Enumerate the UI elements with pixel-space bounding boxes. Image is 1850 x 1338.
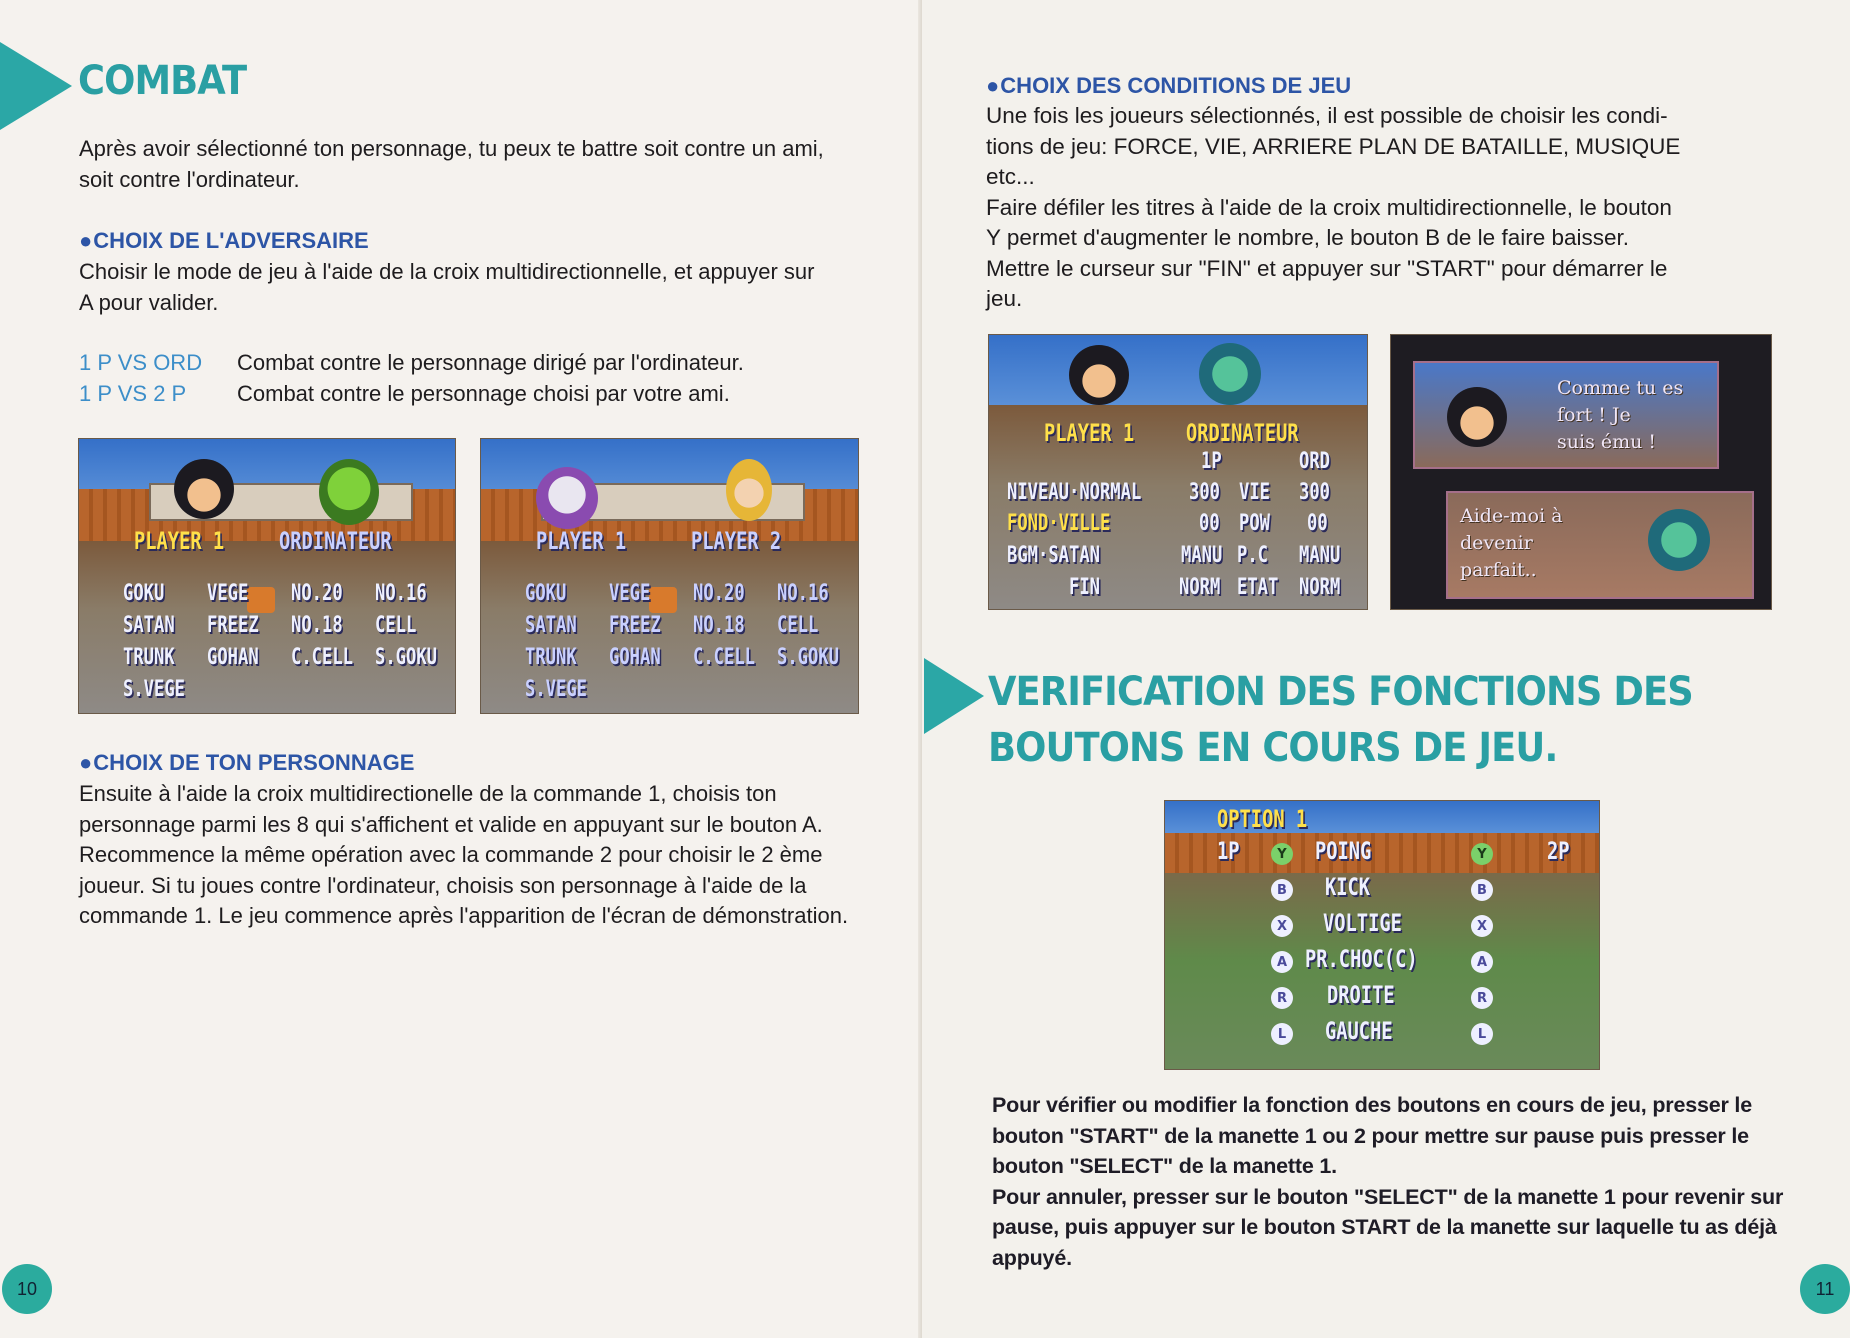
char-cell: NO.18 [693, 613, 745, 638]
piccolo-sprite-icon [319, 459, 379, 525]
page-number-left: 10 [2, 1264, 52, 1314]
char-cell: NO.20 [291, 581, 343, 606]
combat-intro: Après avoir sélectionné ton personnage, tu peux te battre soit contre un ami, soit contre l'ordinateur. [79, 136, 824, 192]
char-cell: NO.16 [375, 581, 427, 606]
screen-opponent-label: ORDINATEUR [279, 527, 392, 555]
b-button-icon: B [1471, 879, 1493, 901]
a-button-icon: A [1271, 951, 1293, 973]
option-value: NORM [1299, 575, 1341, 600]
x-button-icon: X [1271, 915, 1293, 937]
dialog-box-top [1413, 361, 1719, 469]
char-cell: S.GOKU [375, 645, 437, 670]
option-label: NIVEAU·NORMAL [1007, 480, 1142, 505]
option-heading: OPTION 1 [1217, 805, 1308, 833]
char-cell: NO.18 [291, 613, 343, 638]
action-label: VOLTIGE [1323, 909, 1402, 937]
char-cell: C.CELL [693, 645, 755, 670]
action-label: PR.CHOC(C) [1305, 945, 1418, 973]
char-cell: SATAN [525, 613, 577, 638]
screen-player-label: PLAYER 1 [134, 527, 225, 555]
char-cell: GOHAN [207, 645, 259, 670]
option-value: MANU [1299, 543, 1341, 568]
char-cell: GOKU [525, 581, 567, 606]
adversaire-text: Choisir le mode de jeu à l'aide de la croix multidirectionnelle, et appuyer sur A pour valider. [79, 259, 815, 315]
x-button-icon: X [1471, 915, 1493, 937]
verification-text: Pour vérifier ou modifier la fonction des boutons en cours de jeu, presser le bouton "START" de la manette 1 ou 2 pour mettre sur pause puis presser le bouton "SELECT" de la manette 1. Pour annuler, presser sur le bouton "SELECT" de la manette 1 pour revenir sur pause, puis appuyer sur le bouton START de la manette sur laquelle tu as déjà appuyé. [992, 1093, 1784, 1270]
right-page [922, 0, 1850, 1338]
option-value: MANU [1181, 543, 1223, 568]
android-sprite-icon [726, 459, 772, 521]
screenshot-button-config [1164, 800, 1600, 1070]
frieza-sprite-icon [536, 467, 598, 529]
option-value: 300 [1299, 480, 1331, 505]
action-label: DROITE [1327, 981, 1395, 1009]
screenshot-select-vs-ord [78, 438, 456, 714]
screenshot-conditions [988, 334, 1368, 610]
screen-player-label: PLAYER 1 [536, 527, 627, 555]
char-cell: GOHAN [609, 645, 661, 670]
option-field: VIE [1239, 480, 1271, 505]
screenshot-dialogue [1390, 334, 1772, 610]
option-label: FOND·VILLE [1007, 511, 1111, 536]
mode-desc: Combat contre le personnage choisi par votre ami. [237, 381, 730, 406]
l-button-icon: L [1471, 1023, 1493, 1045]
verification-title [988, 664, 1693, 776]
verification-title-line1: VERIFICATION DES FONCTIONS DES [988, 669, 1693, 715]
char-cell: FREEZ [207, 613, 259, 638]
option-value: 300 [1189, 480, 1221, 505]
char-cell: NO.20 [693, 581, 745, 606]
header-ord: ORD [1299, 449, 1331, 474]
screen-opponent-label: PLAYER 2 [691, 527, 782, 555]
selector-icon [247, 587, 275, 613]
b-button-icon: B [1271, 879, 1293, 901]
combat-title: COMBAT [78, 58, 247, 104]
r-button-icon: R [1271, 987, 1293, 1009]
player1-label: 1P [1217, 837, 1240, 865]
action-label: POING [1315, 837, 1372, 865]
r-button-icon: R [1471, 987, 1493, 1009]
option-label: FIN [1069, 575, 1101, 600]
cell-sprite-icon [1199, 343, 1261, 405]
char-cell: FREEZ [609, 613, 661, 638]
char-cell: NO.16 [777, 581, 829, 606]
title-arrow-icon [0, 42, 72, 130]
header-1p: 1P [1201, 449, 1222, 474]
action-label: GAUCHE [1325, 1017, 1393, 1045]
goku-sprite-icon [1069, 345, 1129, 405]
page-number-right: 11 [1800, 1264, 1850, 1314]
left-page [0, 0, 922, 1338]
option-field: P.C [1237, 543, 1269, 568]
option-value: 00 [1307, 511, 1328, 536]
conditions-text: Une fois les joueurs sélectionnés, il est possible de choisir les condi-tions de jeu: FORCE, VIE, ARRIERE PLAN DE BATAILLE, MUSIQUE etc... Faire défiler les titres à l'aide de la croix multidirectionnelle, le bouton Y permet d'augmenter le nombre, le bouton B de le faire baisser. Mettre le curseur sur "FIN" et appuyer sur "START" pour démarrer le jeu. [986, 103, 1681, 311]
adversaire-heading: ● CHOIX DE L'ADVERSAIRE [79, 228, 369, 254]
char-cell: TRUNK [525, 645, 577, 670]
option-field: POW [1239, 511, 1271, 536]
personnage-text: Ensuite à l'aide la croix multidirectionelle de la commande 1, choisis ton personnage parmi les 8 qui s'affichent et valide en appuyant sur le bouton A. Recommence la même opération avec la commande 2 pour choisir le 2 ème joueur. Si tu joues contre l'ordinateur, choisis son personnage à l'aide de la commande 1. Le jeu commence après l'apparition de l'écran de démonstration. [79, 781, 849, 928]
char-cell: S.GOKU [777, 645, 839, 670]
dialog-text-top: Comme tu es fort ! Je suis ému ! [1557, 377, 1684, 453]
a-button-icon: A [1471, 951, 1493, 973]
option-label: BGM·SATAN [1007, 543, 1100, 568]
char-cell: CELL [777, 613, 819, 638]
y-button-icon: Y [1471, 843, 1493, 865]
goku-sprite-icon [1447, 387, 1507, 447]
selector-icon [649, 587, 677, 613]
mode-code: 1 P VS 2 P [79, 381, 187, 406]
dialog-text-bottom: Aide-moi à devenir parfait.. [1460, 505, 1563, 581]
y-button-icon: Y [1271, 843, 1293, 865]
personnage-heading: ● CHOIX DE TON PERSONNAGE [79, 750, 414, 776]
cell-sprite-icon [1648, 509, 1710, 571]
title-arrow-icon [924, 658, 984, 734]
dialog-box-bottom [1446, 491, 1754, 599]
option-field: ETAT [1237, 575, 1279, 600]
goku-sprite-icon [174, 459, 234, 519]
player2-label: 2P [1547, 837, 1570, 865]
char-cell: VEGE [207, 581, 249, 606]
option-value: 00 [1199, 511, 1220, 536]
verification-title-line2: BOUTONS EN COURS DE JEU. [988, 725, 1558, 771]
action-label: KICK [1325, 873, 1371, 901]
char-cell: S.VEGE [525, 677, 587, 702]
screen-player-label: PLAYER 1 [1044, 419, 1135, 447]
conditions-heading: ● CHOIX DES CONDITIONS DE JEU [986, 73, 1351, 99]
screen-opponent-label: ORDINATEUR [1186, 419, 1299, 447]
l-button-icon: L [1271, 1023, 1293, 1045]
char-cell: SATAN [123, 613, 175, 638]
screenshot-select-vs-2p [480, 438, 859, 714]
char-cell: C.CELL [291, 645, 353, 670]
char-cell: TRUNK [123, 645, 175, 670]
char-cell: GOKU [123, 581, 165, 606]
option-value: NORM [1179, 575, 1221, 600]
char-cell: VEGE [609, 581, 651, 606]
mode-code: 1 P VS ORD [79, 350, 203, 375]
char-cell: CELL [375, 613, 417, 638]
mode-desc: Combat contre le personnage dirigé par l'ordinateur. [237, 350, 744, 375]
char-cell: S.VEGE [123, 677, 185, 702]
